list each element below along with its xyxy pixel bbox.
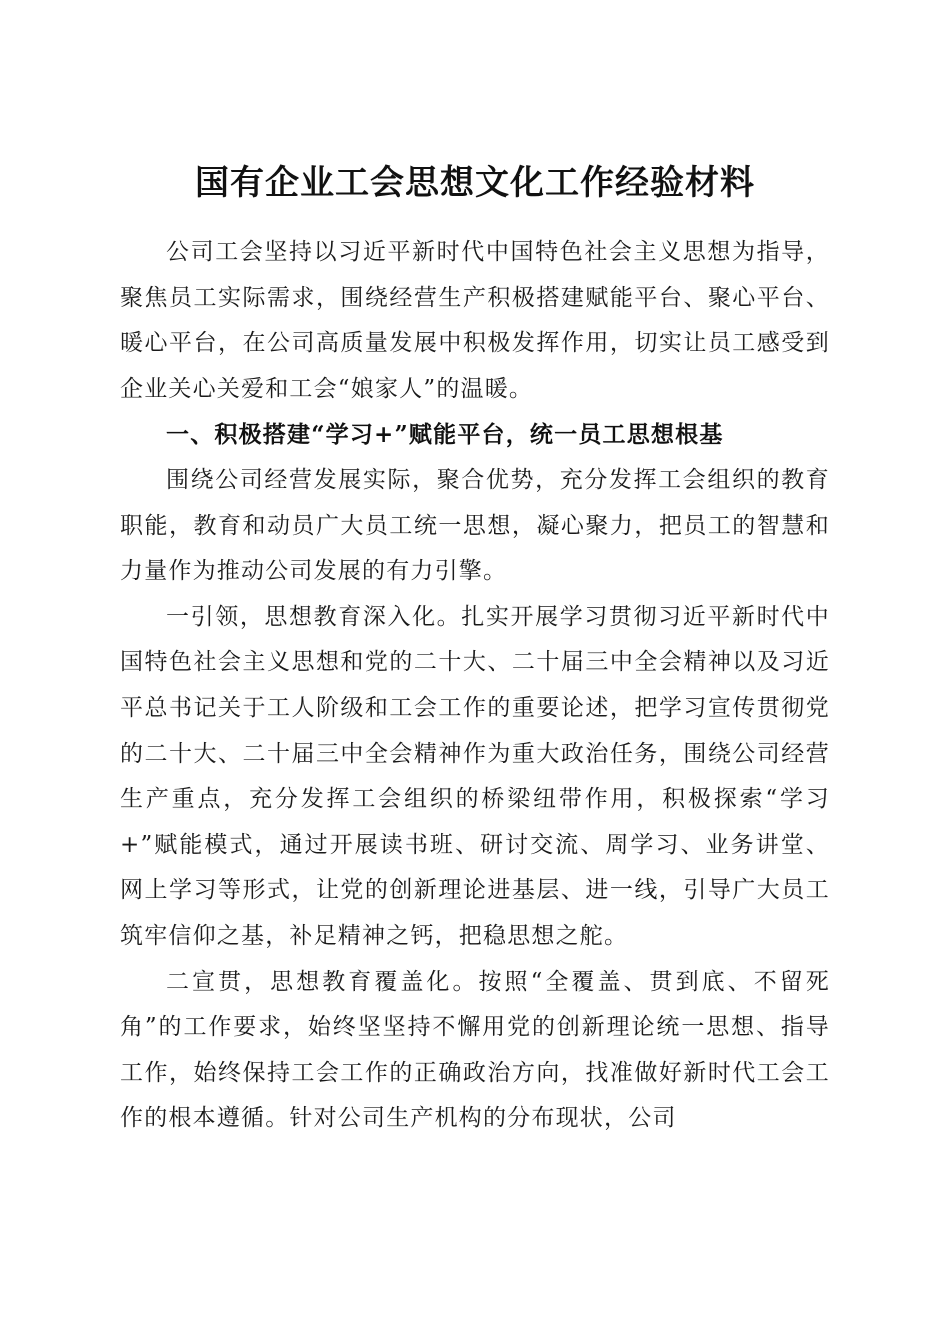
paragraph-yi-yinling: 一引领，思想教育深入化。扎实开展学习贯彻习近平新时代中国特色社会主义思想和党的二十大、二十届三中全会精神以及习近平总书记关于工人阶级和工会工作的重要论述，把学习宣传贯彻党的二十大、二十届三中全会精神作为重大政治任务，围绕公司经营生产重点，充分发挥工会组织的桥梁纽带作用，积极探索“学习+”赋能模式，通过开展读书班、研讨交流、周学习、业务讲堂、网上学习等形式，让党的创新理论进基层、进一线，引导广大员工筑牢信仰之基，补足精神之钙，把稳思想之舵。 — [120, 603, 830, 949]
paragraph-section-1-intro: 围绕公司经营发展实际，聚合优势，充分发挥工会组织的教育职能，教育和动员广大员工统一思想，凝心聚力，把员工的智慧和力量作为推动公司发展的有力引擎。 — [120, 466, 830, 585]
section-heading-1: 一、积极搭建“学习+”赋能平台，统一员工思想根基 — [166, 421, 724, 449]
document-body — [120, 230, 830, 1142]
document-title: 国有企业工会思想文化工作经验材料 — [195, 162, 755, 203]
paragraph-er-xuanguan: 二宣贯，思想教育覆盖化。按照“全覆盖、贯到底、不留死角”的工作要求，始终坚坚持不懈用党的创新理论统一思想、指导工作，始终保持工会工作的正确政治方向，找准做好新时代工会工作的根本遵循。针对公司生产机构的分布现状，公司 — [120, 968, 830, 1132]
paragraph-intro: 公司工会坚持以习近平新时代中国特色社会主义思想为指导，聚焦员工实际需求，围绕经营生产积极搭建赋能平台、聚心平台、暖心平台，在公司高质量发展中积极发挥作用，切实让员工感受到企业关心关爱和工会“娘家人”的温暖。 — [120, 239, 830, 402]
